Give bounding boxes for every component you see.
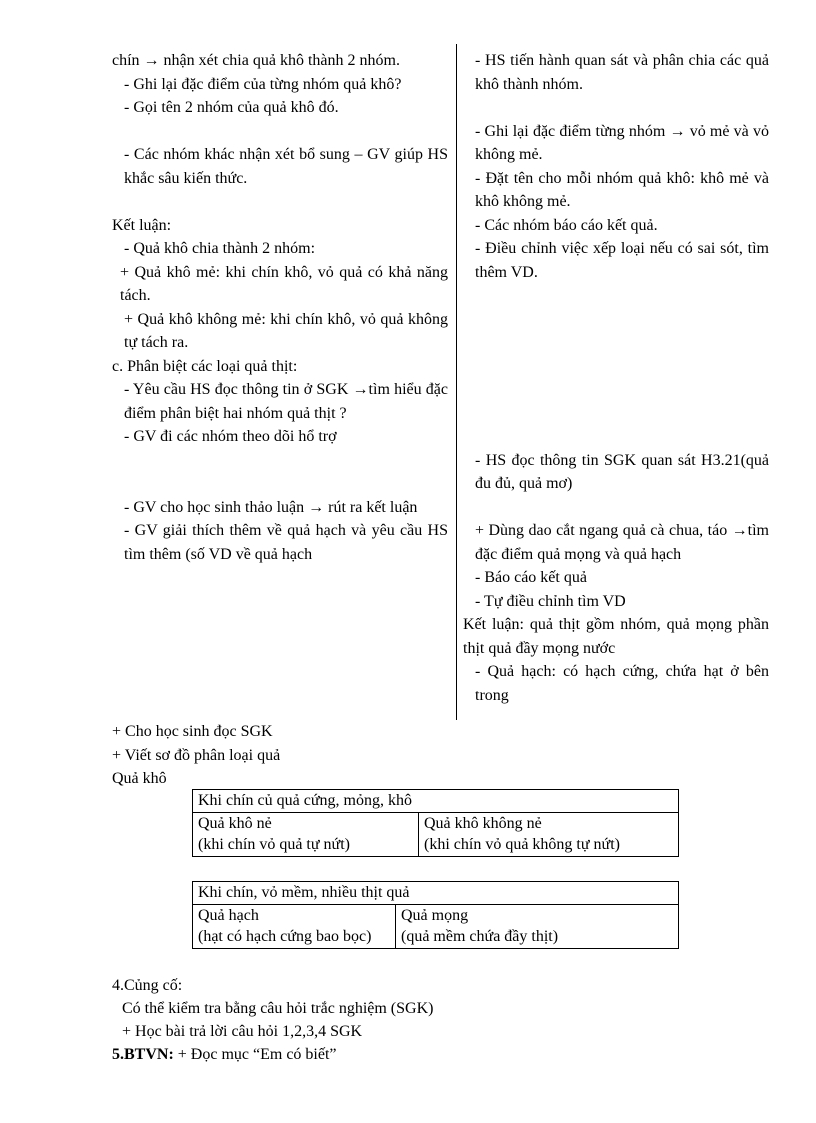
- student-activities-column: [463, 49, 769, 707]
- right-conclusion: Kết luận: quả thịt gồm nhóm, quả mọng phần thịt quả đầy mọng nước: [463, 616, 769, 657]
- right-line-2: - Ghi lại đặc điểm từng nhóm → vỏ mẻ và vỏ không mẻ.: [475, 122, 769, 163]
- right-line-11: - Quả hạch: có hạch cứng, chứa hạt ở bên trong: [475, 663, 769, 704]
- dry-fruit-label: Quả khô: [112, 770, 167, 787]
- fleshy-fruit-table-header: Khi chín, vỏ mềm, nhiều thịt quả: [193, 882, 679, 905]
- consolidation-line-2: + Học bài trả lời câu hỏi 1,2,3,4 SGK: [122, 1023, 363, 1040]
- left-line-4: - Các nhóm khác nhận xét bổ sung – GV giúp HS khắc sâu kiến thức.: [124, 146, 448, 187]
- note-write-diagram: + Viết sơ đồ phân loại quả: [112, 746, 281, 764]
- note-read-sgk: + Cho học sinh đọc SGK: [112, 723, 273, 740]
- left-line-3: - Gọi tên 2 nhóm của quả khô đó.: [124, 99, 339, 116]
- dehiscent-cell: Quả khô nẻ (khi chín vỏ quả tự nứt): [193, 812, 419, 856]
- post-table-notes: [112, 720, 712, 791]
- drupe-cell: Quả hạch (hạt có hạch cứng bao bọc): [193, 904, 396, 948]
- section-5-line: [112, 1043, 712, 1066]
- indehiscent-cell: Quả khô không nẻ (khi chín vỏ quả không tự nứt): [419, 812, 679, 856]
- dry-fruit-table-header: Khi chín củ quả cứng, mỏng, khô: [193, 790, 679, 813]
- right-line-3: - Đặt tên cho mỗi nhóm quả khô: khô mẻ và khô không mẻ.: [475, 169, 769, 210]
- teacher-activities-column: [112, 49, 448, 566]
- homework-text: + Đọc mục “Em có biết”: [177, 1046, 337, 1063]
- left-section-c-heading: c. Phân biệt các loại quả thịt:: [112, 357, 298, 375]
- consolidation-line-1: Có thể kiểm tra bằng câu hỏi trắc nghiệm (SGK): [122, 1000, 434, 1017]
- right-line-4: - Các nhóm báo cáo kết quả.: [475, 216, 658, 234]
- left-line-11: - GV đi các nhóm theo dõi hổ trợ: [124, 428, 337, 445]
- left-line-7: + Quả khô mẻ: khi chín khô, vỏ quả có khả năng tách.: [120, 263, 448, 304]
- berry-cell: Quả mọng (quả mềm chứa đầy thịt): [396, 904, 679, 948]
- section-4-title: 4.Củng cố:: [112, 977, 183, 994]
- right-line-7: + Dùng dao cắt ngang quả cà chua, táo →tìm đặc điểm quả mọng và quả hạch: [475, 522, 769, 563]
- left-line-8: + Quả khô không mẻ: khi chín khô, vỏ quả không tự tách ra.: [124, 310, 448, 351]
- fleshy-fruit-table: [192, 881, 679, 949]
- footer-section: [112, 974, 712, 1066]
- left-conclusion-heading: Kết luận:: [112, 216, 172, 234]
- left-line-13: - GV giải thích thêm về quả hạch và yêu cầu HS tìm thêm (số VD về quả hạch: [124, 522, 448, 563]
- left-line-2: - Ghi lại đặc điểm của từng nhóm quả khô?: [124, 75, 402, 93]
- dry-fruit-table: [192, 789, 679, 857]
- right-line-6: - HS đọc thông tin SGK quan sát H3.21(quả đu đủ, quả mơ): [475, 451, 769, 492]
- left-line-12: - GV cho học sinh thảo luận → rút ra kết luận: [124, 498, 418, 516]
- right-line-9: - Tự điều chỉnh tìm VD: [475, 592, 626, 610]
- right-line-8: - Báo cáo kết quả: [475, 569, 587, 586]
- right-line-5: - Điều chỉnh việc xếp loại nếu có sai sót, tìm thêm VD.: [475, 240, 769, 281]
- right-line-1: - HS tiến hành quan sát và phân chia các quả khô thành nhóm.: [475, 52, 769, 93]
- section-5-title: 5.BTVN:: [112, 1046, 174, 1063]
- column-divider: [456, 44, 457, 720]
- left-line-1: chín → nhận xét chia quả khô thành 2 nhóm.: [112, 52, 400, 69]
- left-line-6: - Quả khô chia thành 2 nhóm:: [124, 240, 316, 257]
- left-line-10: - Yêu cầu HS đọc thông tin ở SGK →tìm hiểu đặc điểm phân biệt hai nhóm quả thịt ?: [124, 381, 448, 422]
